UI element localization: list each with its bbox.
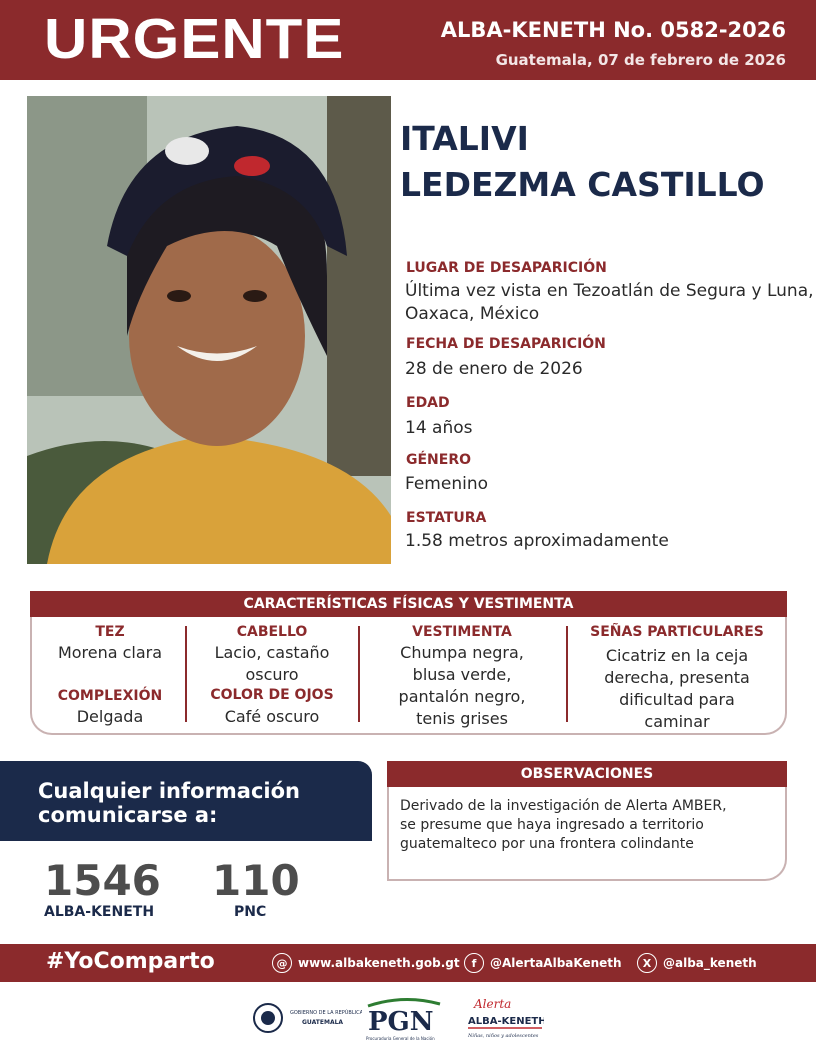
alba-keneth-emblem-icon xyxy=(466,994,544,1044)
x-text: @alba_keneth xyxy=(663,956,757,970)
gob-text-line1: GOBIERNO DE LA REPÚBLICA xyxy=(290,1010,362,1016)
alba-top-text: Alerta xyxy=(474,997,512,1011)
observations-line3: guatemalteco por una frontera colindante xyxy=(400,836,694,852)
clothing-value-line3: pantalón negro, xyxy=(398,687,526,706)
observations-text xyxy=(400,797,780,854)
website-text: www.albakeneth.gob.gt xyxy=(298,956,460,970)
tez-label: TEZ xyxy=(95,624,125,640)
guatemala-emblem-icon xyxy=(250,994,362,1044)
alert-date: Guatemala, 07 de febrero de 2026 xyxy=(495,51,786,69)
contact-heading-line2: comunicarse a: xyxy=(38,803,218,827)
place-label: LUGAR DE DESAPARICIÓN xyxy=(406,260,607,276)
gob-text-line2: GUATEMALA xyxy=(302,1019,344,1026)
marks-value-line2: derecha, presenta xyxy=(604,668,750,687)
column-divider xyxy=(185,626,187,722)
age-label: EDAD xyxy=(406,395,450,411)
clothing-value-line1: Chumpa negra, xyxy=(400,643,524,662)
contact-heading-line1: Cualquier información xyxy=(38,779,300,803)
observations-title: OBSERVACIONES xyxy=(387,761,787,787)
gender-label: GÉNERO xyxy=(406,452,472,468)
clothing-value-line4: tenis grises xyxy=(416,709,508,728)
observations-line1: Derivado de la investigación de Alerta AMBER, xyxy=(400,798,727,814)
phone-alba-keneth[interactable]: 1546 xyxy=(44,856,161,905)
column-divider xyxy=(358,626,360,722)
place-value-line1: Última vez vista en Tezoatlán de Segura y Luna, xyxy=(405,281,814,301)
date-value: 28 de enero de 2026 xyxy=(405,359,583,379)
complexion-label: COMPLEXIÓN xyxy=(57,688,163,704)
facebook-text: @AlertaAlbaKeneth xyxy=(490,956,622,970)
page-title: URGENTE xyxy=(44,6,345,71)
first-name: ITALIVI xyxy=(400,119,529,158)
clothing-label: VESTIMENTA xyxy=(412,624,512,640)
alba-sub-text: Niñas, niños y adolescentes xyxy=(468,1033,539,1039)
web-icon: @ xyxy=(272,953,292,973)
facebook-icon: f xyxy=(464,953,484,973)
pgn-subtext: Procuraduría General de la Nación xyxy=(366,1036,435,1041)
gender-value: Femenino xyxy=(405,474,488,494)
pgn-logo xyxy=(364,994,444,1044)
height-value: 1.58 metros aproximadamente xyxy=(405,531,669,551)
hair-label: CABELLO xyxy=(236,624,308,640)
phone-pnc-label: PNC xyxy=(234,904,267,920)
marks-label: SEÑAS PARTICULARES xyxy=(590,624,764,640)
person-name xyxy=(400,116,765,208)
clothing-value-line2: blusa verde, xyxy=(412,665,512,684)
age-value: 14 años xyxy=(405,418,473,438)
marks-value-line4: caminar xyxy=(644,712,710,731)
alba-main-text: ALBA-KENETH xyxy=(468,1016,544,1027)
x-link[interactable] xyxy=(637,952,757,974)
phone-pnc[interactable]: 110 xyxy=(212,856,300,905)
alba-keneth-logo xyxy=(466,994,544,1044)
column-divider xyxy=(566,626,568,722)
pgn-text: PGN xyxy=(368,1007,434,1037)
x-icon: X xyxy=(637,953,657,973)
eyes-value: Café oscuro xyxy=(224,707,320,726)
height-label: ESTATURA xyxy=(406,510,487,526)
hashtag: #YoComparto xyxy=(46,949,215,974)
photo-illustration xyxy=(27,96,391,564)
characteristics-title: CARACTERÍSTICAS FÍSICAS Y VESTIMENTA xyxy=(30,591,787,617)
guatemala-government-logo xyxy=(250,994,362,1044)
date-label: FECHA DE DESAPARICIÓN xyxy=(406,336,606,352)
contact-heading xyxy=(38,779,300,827)
missing-person-photo xyxy=(27,96,391,564)
last-name: LEDEZMA CASTILLO xyxy=(400,165,765,204)
complexion-value: Delgada xyxy=(76,707,144,726)
website-link[interactable] xyxy=(272,952,460,974)
marks-value-line3: dificultad para xyxy=(619,690,735,709)
facebook-link[interactable] xyxy=(464,952,622,974)
eyes-label: COLOR DE OJOS xyxy=(210,687,334,703)
tez-value: Morena clara xyxy=(57,643,163,662)
hair-value-line1: Lacio, castaño xyxy=(214,643,330,662)
alert-number: ALBA-KENETH No. 0582-2026 xyxy=(440,18,786,42)
pgn-emblem-icon xyxy=(364,994,444,1044)
observations-line2: se presume que haya ingresado a territorio xyxy=(400,817,704,833)
phone-alba-keneth-label: ALBA-KENETH xyxy=(44,904,155,920)
place-value-line2: Oaxaca, México xyxy=(405,304,540,324)
hair-value-line2: oscuro xyxy=(245,665,299,684)
marks-value-line1: Cicatriz en la ceja xyxy=(605,646,749,665)
